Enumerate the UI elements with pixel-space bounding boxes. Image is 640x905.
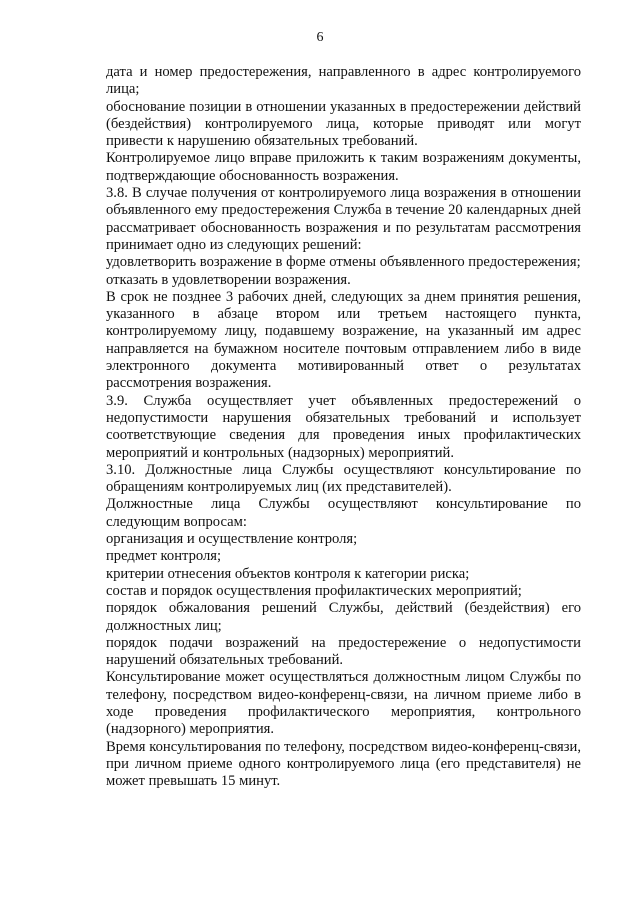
paragraph: Консультирование может осуществляться должностным лицом Службы по телефону, посредством видео-конференц-связи, на личном приеме либо в ходе проведения профилактического мероприятия, контрольного (надзорного) мероприятия. (106, 669, 581, 738)
paragraph: 3.8. В случае получения от контролируемого лица возражения в отношении объявленного ему предостережения Служба в течение 20 календарных дней рассматривает обоснованность возражения и по результатам рассмотрения принимает одно из следующих решений: (106, 185, 581, 253)
paragraph: В срок не позднее 3 рабочих дней, следующих за днем принятия решения, указанного в абзаце втором или третьем настоящего пункта, контролируемому лицу, подавшему возражение, на указанный им адрес направляется на бумажном носителе почтовым отправлением либо в виде электронного документа мотивированный ответ о результатах рассмотрения возражения. (106, 288, 581, 392)
paragraph: порядок подачи возражений на предостережение о недопустимости нарушений обязательных требований. (106, 634, 581, 669)
document-body (106, 64, 581, 790)
paragraph: 3.9. Служба осуществляет учет объявленных предостережений о недопустимости нарушения обязательных требований и использует соответствующие сведения для проведения иных профилактических мероприятий и контрольных (надзорных) мероприятий. (106, 392, 581, 461)
paragraph: предмет контроля; (106, 548, 222, 565)
page-number: 6 (316, 30, 324, 45)
paragraph: 3.10. Должностные лица Службы осуществляют консультирование по обращениям контролируемых лиц (их представителей). (106, 461, 581, 496)
paragraph: критерии отнесения объектов контроля к категории риска; (106, 565, 470, 582)
paragraph: Контролируемое лицо вправе приложить к таким возражениям документы, подтверждающие обоснованность возражения. (106, 150, 581, 184)
paragraph: состав и порядок осуществления профилактических мероприятий; (106, 582, 522, 599)
paragraph: организация и осуществление контроля; (106, 531, 358, 548)
paragraph: удовлетворить возражение в форме отмены объявленного предостережения; (106, 254, 581, 271)
paragraph: Должностные лица Службы осуществляют консультирование по следующим вопросам: (106, 496, 581, 530)
paragraph: Время консультирования по телефону, посредством видео-конференц-связи, при личном приеме одного контролируемого лица (его представителя) не может превышать 15 минут. (106, 738, 581, 790)
paragraph: отказать в удовлетворении возражения. (106, 271, 351, 288)
paragraph: порядок обжалования решений Службы, действий (бездействия) его должностных лиц; (106, 600, 581, 634)
paragraph: дата и номер предостережения, направленного в адрес контролируемого лица; (106, 64, 581, 98)
paragraph: обоснование позиции в отношении указанных в предостережении действий (бездействия) контролируемого лица, которые приводят или могут привести к нарушению обязательных требований. (106, 98, 581, 150)
